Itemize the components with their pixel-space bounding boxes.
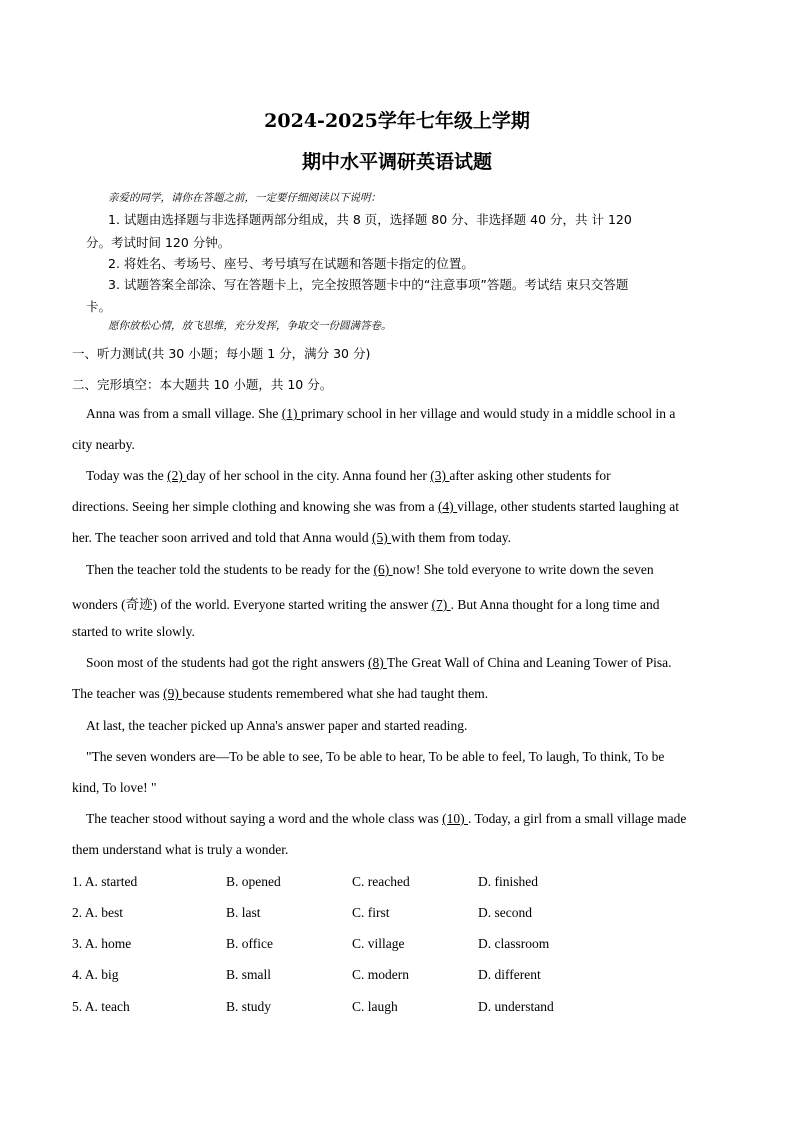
exam-title-line2: 期中水平调研英语试题: [301, 151, 492, 173]
passage-line: Soon most of the students had got the right answers (8) The Great Wall of China and Leaning Tower of Pisa.: [86, 655, 672, 670]
passage-line: wonders (奇迹) of the world. Everyone started writing the answer (7) . But Anna thought for a long time and: [72, 597, 660, 612]
blank-6: (6): [373, 562, 393, 577]
question-2-option-c: C. first: [352, 905, 390, 920]
question-5-option-b: B. study: [226, 999, 272, 1014]
question-3-option-d: D. classroom: [478, 936, 550, 951]
passage-line: her. The teacher soon arrived and told that Anna would (5) with them from today.: [72, 530, 512, 545]
question-4-option-b: B. small: [226, 967, 272, 982]
passage-line: Then the teacher told the students to be ready for the (6) now! She told everyone to write down the seven: [86, 562, 654, 577]
passage-line: At last, the teacher picked up Anna's answer paper and started reading.: [86, 718, 468, 733]
exam-title-line1: 2024-2025学年七年级上学期: [264, 110, 530, 132]
passage-line: The teacher stood without saying a word and the whole class was (10) . Today, a girl from a small village made: [86, 811, 687, 826]
blank-7: (7): [431, 597, 451, 612]
question-2-option-b: B. last: [226, 905, 261, 920]
blank-8: (8): [367, 655, 387, 670]
question-1-option-b: B. opened: [226, 874, 281, 889]
question-4-option-a: 4. A. big: [72, 967, 119, 982]
instruction-item-3-cont: 卡。: [86, 299, 112, 314]
passage-line: directions. Seeing her simple clothing and knowing she was from a (4) village, other students started laughing at: [72, 499, 680, 514]
question-2-option-d: D. second: [478, 905, 532, 920]
passage-line: city nearby.: [72, 437, 135, 452]
question-5-option-c: C. laugh: [352, 999, 398, 1014]
question-2-option-a: 2. A. best: [72, 905, 124, 920]
blank-3: (3): [430, 468, 450, 483]
question-5-option-d: D. understand: [478, 999, 554, 1014]
blank-5: (5): [372, 530, 392, 545]
passage-line: them understand what is truly a wonder.: [72, 842, 289, 857]
question-1-option-c: C. reached: [352, 874, 410, 889]
passage-line: The teacher was (9) because students remembered what she had taught them.: [72, 686, 489, 701]
instruction-item-2: 2. 将姓名、考场号、座号、考号填写在试题和答题卡指定的位置。: [108, 256, 474, 271]
question-3-option-b: B. office: [226, 936, 273, 951]
question-4-option-d: D. different: [478, 967, 541, 982]
passage-line: "The seven wonders are—To be able to see, To be able to hear, To be able to feel, To laugh, To think, To be: [86, 749, 665, 764]
blank-2: (2): [167, 468, 187, 483]
passage-line: Anna was from a small village. She (1) primary school in her village and would study in a middle school in a: [86, 406, 676, 421]
blank-9: (9): [163, 686, 183, 701]
section-listening-heading: 一、听力测试(共 30 小题；每小题 1 分，满分 30 分): [72, 346, 371, 361]
passage-line: Today was the (2) day of her school in the city. Anna found her (3) after asking other students for: [86, 468, 611, 483]
instruction-item-1: 1. 试题由选择题与非选择题两部分组成，共 8 页，选择题 80 分、非选择题 40 分，共 计 120: [108, 212, 632, 227]
blank-10: (10): [442, 811, 469, 826]
blank-1: (1): [281, 406, 301, 421]
blank-4: (4): [437, 499, 458, 514]
question-3-option-c: C. village: [352, 936, 405, 951]
instructions-greeting: 亲爱的同学，请你在答题之前，一定要仔细阅读以下说明：: [108, 192, 381, 204]
question-5-option-a: 5. A. teach: [72, 999, 130, 1014]
instructions-closing: 愿你放松心情，放飞思维，充分发挥，争取交一份圆满答卷。: [108, 320, 392, 332]
question-1-option-d: D. finished: [478, 874, 538, 889]
passage-line: kind, To love! ": [72, 780, 157, 795]
instruction-item-1-cont: 分。考试时间 120 分钟。: [86, 235, 231, 250]
instruction-item-3: 3. 试题答案全部涂、写在答题卡上，完全按照答题卡中的“注意事项”答题。考试结 束只交答题: [108, 277, 629, 292]
section-cloze-heading: 二、完形填空：本大题共 10 小题，共 10 分。: [72, 377, 333, 392]
question-4-option-c: C. modern: [352, 967, 409, 982]
passage-line: started to write slowly.: [72, 624, 195, 639]
question-1-option-a: 1. A. started: [72, 874, 138, 889]
question-3-option-a: 3. A. home: [72, 936, 132, 951]
